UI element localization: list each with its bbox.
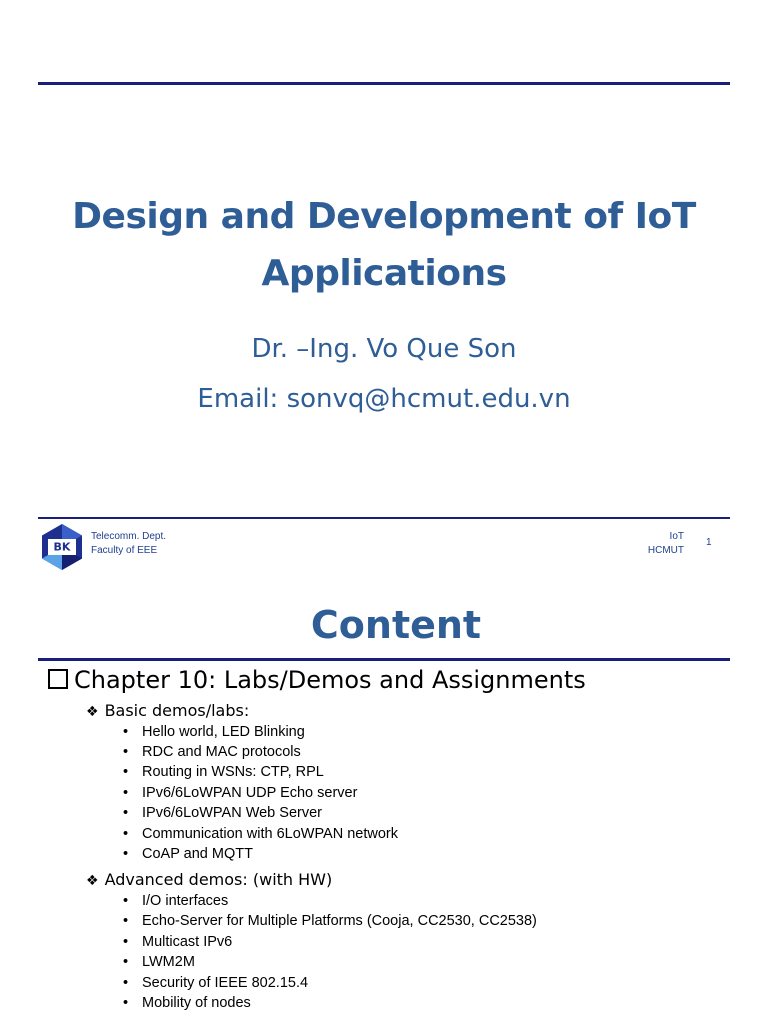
footer-dept: Telecomm. Dept. [91, 531, 167, 542]
dot-bullet-icon: • [123, 893, 129, 909]
list-item [123, 744, 301, 760]
diamond-bullet-icon: ❖ [86, 704, 99, 720]
dot-bullet-icon: • [123, 975, 129, 991]
list-item [123, 826, 398, 842]
list-item-text: IPv6/6LoWPAN Web Server [142, 805, 322, 821]
dot-bullet-icon: • [123, 995, 129, 1011]
list-item-text: IPv6/6LoWPAN UDP Echo server [142, 785, 358, 801]
logo-text: BK [53, 540, 71, 554]
list-item [123, 764, 324, 780]
section-label: Advanced demos: (with HW) [104, 870, 333, 889]
dot-bullet-icon: • [123, 805, 129, 821]
chapter-text: Chapter 10: Labs/Demos and Assignments [74, 666, 586, 694]
dot-bullet-icon: • [123, 764, 129, 780]
footer-department [91, 530, 166, 558]
dot-bullet-icon: • [123, 826, 129, 842]
list-item-text: Multicast IPv6 [142, 934, 233, 950]
list-item-text: Echo-Server for Multiple Platforms (Cooja, CC2530, CC2538) [142, 913, 537, 929]
footer-rule [38, 517, 730, 519]
content-title: Content [310, 603, 482, 647]
slide1-top-rule [38, 82, 730, 85]
list-item [123, 934, 232, 950]
slide2-rule [38, 658, 730, 661]
slide-title [30, 188, 738, 302]
footer-university: HCMUT [647, 545, 684, 556]
footer-course-info [648, 530, 684, 558]
dot-bullet-icon: • [123, 785, 129, 801]
list-item-text: I/O interfaces [142, 893, 229, 909]
author-email: Email: sonvq@hcmut.edu.vn [197, 384, 571, 414]
list-item [123, 995, 251, 1011]
list-item-text: LWM2M [142, 954, 195, 970]
list-item [123, 724, 305, 740]
dot-bullet-icon: • [123, 934, 129, 950]
dot-bullet-icon: • [123, 724, 129, 740]
page-number: 1 [706, 537, 712, 548]
list-item-text: Security of IEEE 802.15.4 [142, 975, 309, 991]
list-item-text: Mobility of nodes [142, 995, 251, 1011]
title-line-2: Applications [261, 253, 507, 294]
dot-bullet-icon: • [123, 744, 129, 760]
list-item [123, 913, 537, 929]
footer-faculty: Faculty of EEE [91, 545, 158, 556]
dot-bullet-icon: • [123, 954, 129, 970]
dot-bullet-icon: • [123, 913, 129, 929]
author-name: Dr. –Ing. Vo Que Son [251, 334, 517, 364]
list-item-text: Communication with 6LoWPAN network [142, 826, 398, 842]
list-item [123, 954, 195, 970]
chapter-heading [48, 666, 586, 694]
square-bullet-icon [48, 669, 68, 689]
footer-course: IoT [669, 531, 684, 542]
list-item-text: Routing in WSNs: CTP, RPL [142, 764, 324, 780]
list-item [123, 785, 357, 801]
list-item-text: Hello world, LED Blinking [142, 724, 305, 740]
dot-bullet-icon: • [123, 846, 129, 862]
list-item [123, 846, 253, 862]
diamond-bullet-icon: ❖ [86, 873, 99, 889]
list-item [123, 893, 228, 909]
list-item-text: RDC and MAC protocols [142, 744, 301, 760]
list-item [123, 975, 308, 991]
section-label: Basic demos/labs: [104, 701, 250, 720]
title-line-1: Design and Development of IoT [72, 196, 696, 237]
list-item [123, 805, 322, 821]
section-heading [86, 870, 332, 889]
bk-logo-icon [38, 523, 86, 571]
section-heading [86, 701, 249, 720]
list-item-text: CoAP and MQTT [142, 846, 253, 862]
